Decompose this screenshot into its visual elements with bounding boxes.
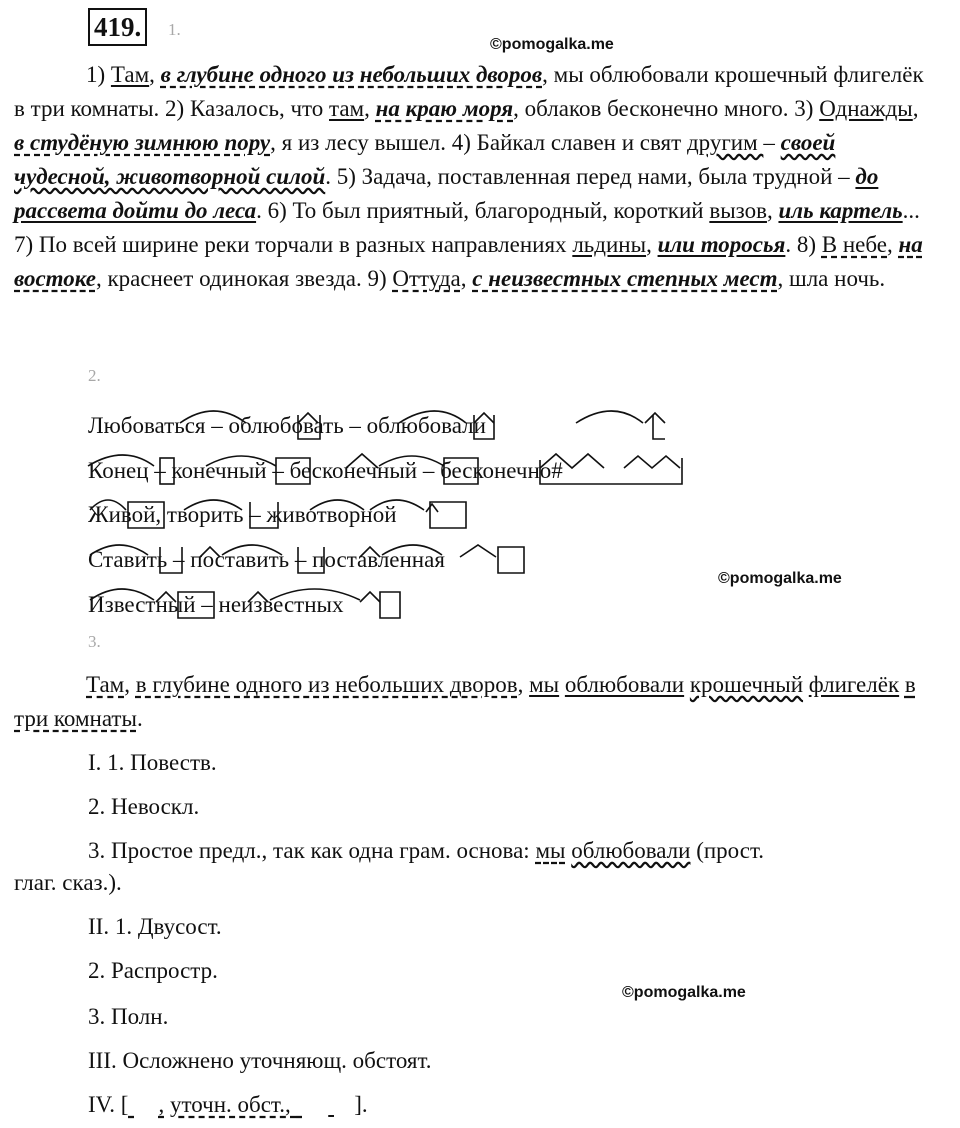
scheme-blank-3 [328,1090,354,1120]
morph-row-2 [88,440,788,490]
task-1-segment: Однажды [819,96,913,121]
task-1-segment: другим [686,130,764,155]
scheme-blank-1 [128,1090,158,1120]
analysis-item-2: 2. Невоскл. [88,794,200,819]
task-1-segment: , [646,232,658,257]
task-3-segment: в глубине одного из небольших дворов [135,672,518,697]
task-1-segment: в студёную зимнюю пору [14,130,271,155]
morph-row-1-text: Любоваться – облюбовать – облюбовали [88,413,486,438]
morph-row-3-text: Живой, творить – животворной [88,502,397,527]
task-1-segment: . 6) То был приятный, благородный, короткий [256,198,710,223]
task-1-segment: там [329,96,365,121]
task-3-segment: , [517,672,530,697]
task-1-segment: вызов [709,198,767,223]
task-3-segment: Там [86,672,125,697]
morph-row-5-text: Известный – неизвестных [88,592,344,617]
task-3-sentence [14,668,934,736]
watermark-bottom: ©pomogalka.me [622,984,746,1001]
task-1-segment: или торосья [657,232,786,257]
analysis-item-4: II. 1. Двусост. [88,914,222,939]
task-1-segment: , краснеет одинокая звезда. 9) [95,266,393,291]
analysis-item-3-text: 3. Простое предл., так как одна грам. основа: [88,838,536,863]
task-1-text [14,58,934,296]
basis-note-1: (прост. [690,838,765,863]
task-3-segment: облюбовали [564,672,685,697]
task-1-segment: Там [110,62,150,87]
task-1-segment: , [766,198,779,223]
task-1-segment: 1) [86,62,111,87]
task-1-segment: до рассвета дойти до леса [14,164,879,223]
task-1-segment: с неизвестных степных мест [472,266,778,291]
morph-row-1 [88,395,788,445]
watermark-middle: ©pomogalka.me [718,570,842,587]
task-1-segment: , мы облюбовали крошечный флигелёк в три комнаты. 2) Казалось, что [14,62,924,121]
analysis-item-6: 3. Полн. [88,1004,169,1029]
task-1-segment: В небе [821,232,887,257]
task-1-segment: в глубине одного из небольших дворов [160,62,543,87]
task-1-segment: . 8) [785,232,822,257]
scheme-open: IV. [ [88,1092,129,1117]
morph-row-3 [88,484,788,534]
watermark-top: ©pomogalka.me [490,36,614,53]
task-3-segment: . [136,706,143,731]
morph-row-2-text: Конец – конечный – бесконечный – бесконечно# [88,458,563,483]
task-1-segment: , облаков бесконечно много. 3) [513,96,820,121]
task-1-segment: на краю моря [375,96,514,121]
task-1-segment: Оттуда [392,266,461,291]
scheme-close: ]. [354,1092,368,1117]
task-1-segment: , я из лесу вышел. 4) Байкал славен и свят [270,130,687,155]
task-3-segment: крошечный [689,672,804,697]
task-1-segment: , [912,96,919,121]
task-1-segment: льдины [572,232,647,257]
task-3-segment: мы [529,672,560,697]
task-1-segment: , [887,232,899,257]
task-3-segment: в три комнаты [14,672,916,731]
scheme-clause: , уточн. обст., [158,1092,297,1117]
task-1-segment: , шла ночь. [777,266,886,291]
task-3-segment: , [124,672,136,697]
scheme-blank-2 [296,1090,322,1120]
scheme-line [88,1090,368,1120]
task-2-marker: 2. [88,366,101,385]
task-3-marker: 3. [88,632,101,651]
task-1-segment: ... 7) По всей ширине реки торчали в разных направлениях [14,198,920,257]
exercise-number: 419. [88,8,147,46]
task-1-segment: , [364,96,376,121]
basis-note-2: глаг. сказ.). [14,870,122,895]
task-1-segment: , [460,266,473,291]
task-1-segment: – [763,130,781,155]
task-1-segment: , [149,62,161,87]
basis-predicate: облюбовали [571,838,691,863]
task-1-segment: . 5) Задача, поставленная перед нами, была трудной – [325,164,856,189]
analysis-item-7: III. Осложнено уточняющ. обстоят. [88,1048,432,1073]
morph-row-4 [88,529,788,579]
analysis-item-1: I. 1. Повеств. [88,750,217,775]
analysis-item-5: 2. Распростр. [88,958,218,983]
task-1-marker: 1. [168,20,181,39]
morph-row-4-text: Ставить – поставить – поставленная [88,547,445,572]
basis-subject: мы [535,838,566,863]
task-1-segment: своей чудесной, животворной силой [14,130,836,189]
task-1-segment: иль картель [778,198,903,223]
task-3-segment: флигелёк [808,672,900,697]
task-1-segment: на востоке [14,232,923,291]
morph-row-5 [88,574,788,624]
analysis-item-3 [88,836,764,866]
